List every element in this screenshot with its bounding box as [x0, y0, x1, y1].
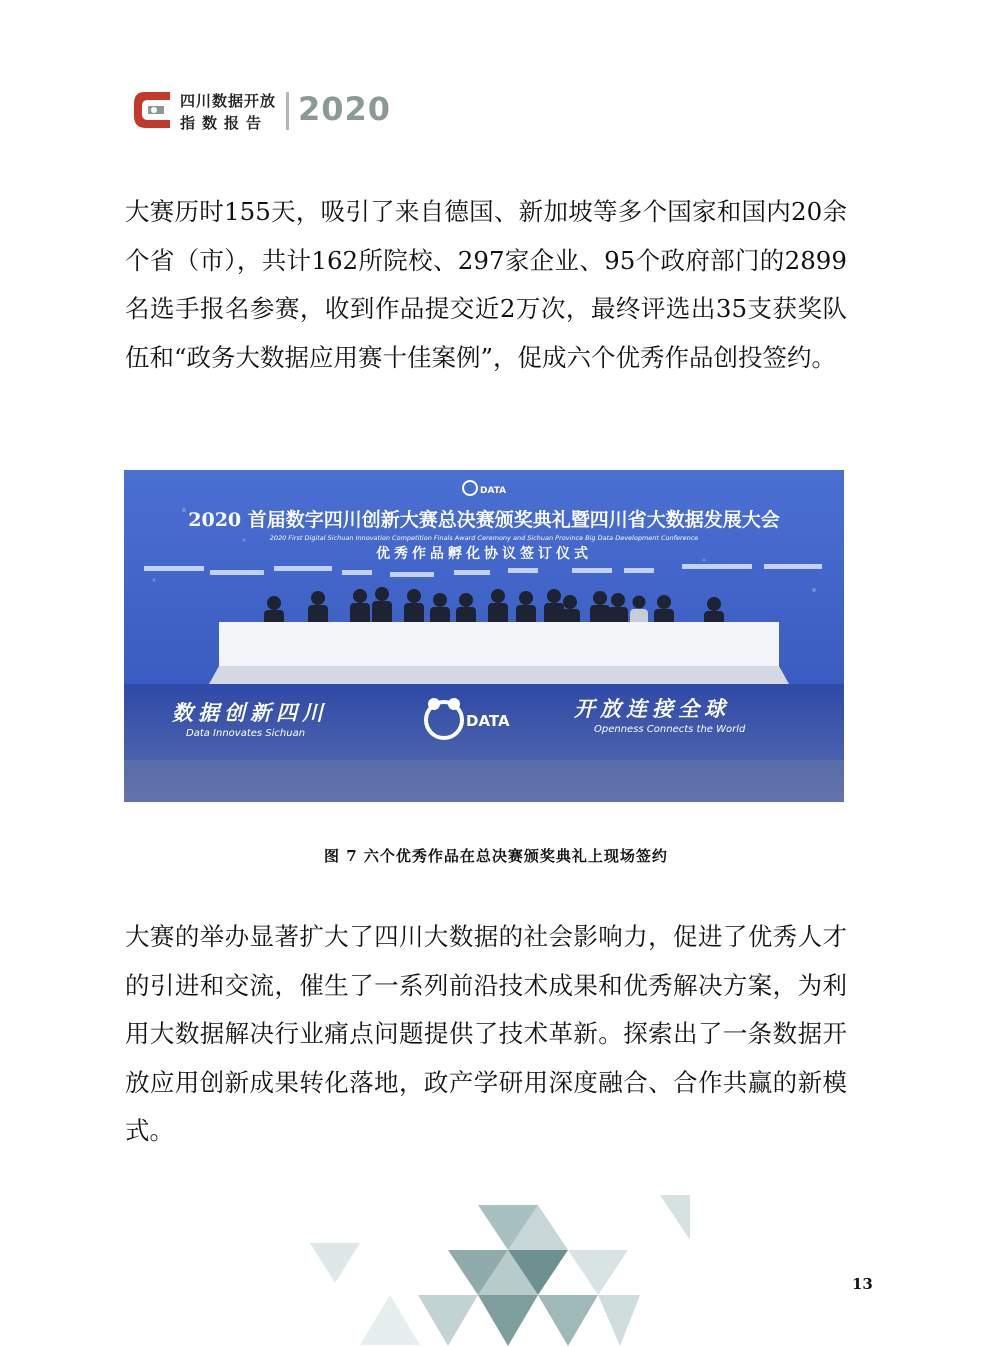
brand-title-line2: 指数报告: [180, 114, 269, 132]
ceremony-photo: [124, 470, 844, 802]
figure-caption: 图 7 六个优秀作品在总决赛颁奖典礼上现场签约: [324, 847, 668, 865]
paragraph-2: 大赛的举办显著扩大了四川大数据的社会影响力，促进了优秀人才的引进和交流，催生了一系列前沿技术成果和优秀解决方案，为利用大数据解决行业痛点问题提供了技术革新。探索出了一条数据开放应用创新成果转化落地，政产学研用深度融合、合作共赢的新模式。: [125, 922, 847, 1146]
banner-title: 2020 首届数字四川创新大赛总决赛颁奖典礼暨四川省大数据发展大会: [188, 509, 780, 531]
decorative-triangles: [300, 1195, 700, 1346]
header-divider: [286, 92, 289, 130]
stage-right-slogan: 开放连接全球: [574, 696, 730, 721]
stage-left-slogan: 数据创新四川: [172, 700, 328, 725]
report-year: 2020: [298, 90, 392, 128]
stage-logo-text: DATA: [466, 712, 510, 730]
paragraph-1: 大赛历时155天，吸引了来自德国、新加坡等多个国家和国内20余个省（市），共计162所院校、297家企业、95个政府部门的2899名选手报名参赛，收到作品提交近2万次，最终评选出35支获奖队伍和“政务大数据应用赛十佳案例”，促成六个优秀作品创投签约。: [125, 197, 847, 372]
stage-right-slogan-en: Openness Connects the World: [594, 724, 746, 735]
banner-subtitle-en: 2020 First Digital Sichuan Innovation Competition Finals Award Ceremony and Sichuan Province Big Data Development Conference: [269, 534, 699, 542]
banner-logo-text: DATA: [480, 486, 507, 496]
brand-title-line1: 四川数据开放: [180, 92, 277, 110]
banner-ceremony-title: 优秀作品孵化协议签订仪式: [376, 546, 592, 562]
report-header: [130, 86, 390, 136]
stage-left-slogan-en: Data Innovates Sichuan: [186, 728, 306, 739]
report-logo-icon: [130, 86, 176, 132]
page-number: 13: [852, 1275, 873, 1293]
